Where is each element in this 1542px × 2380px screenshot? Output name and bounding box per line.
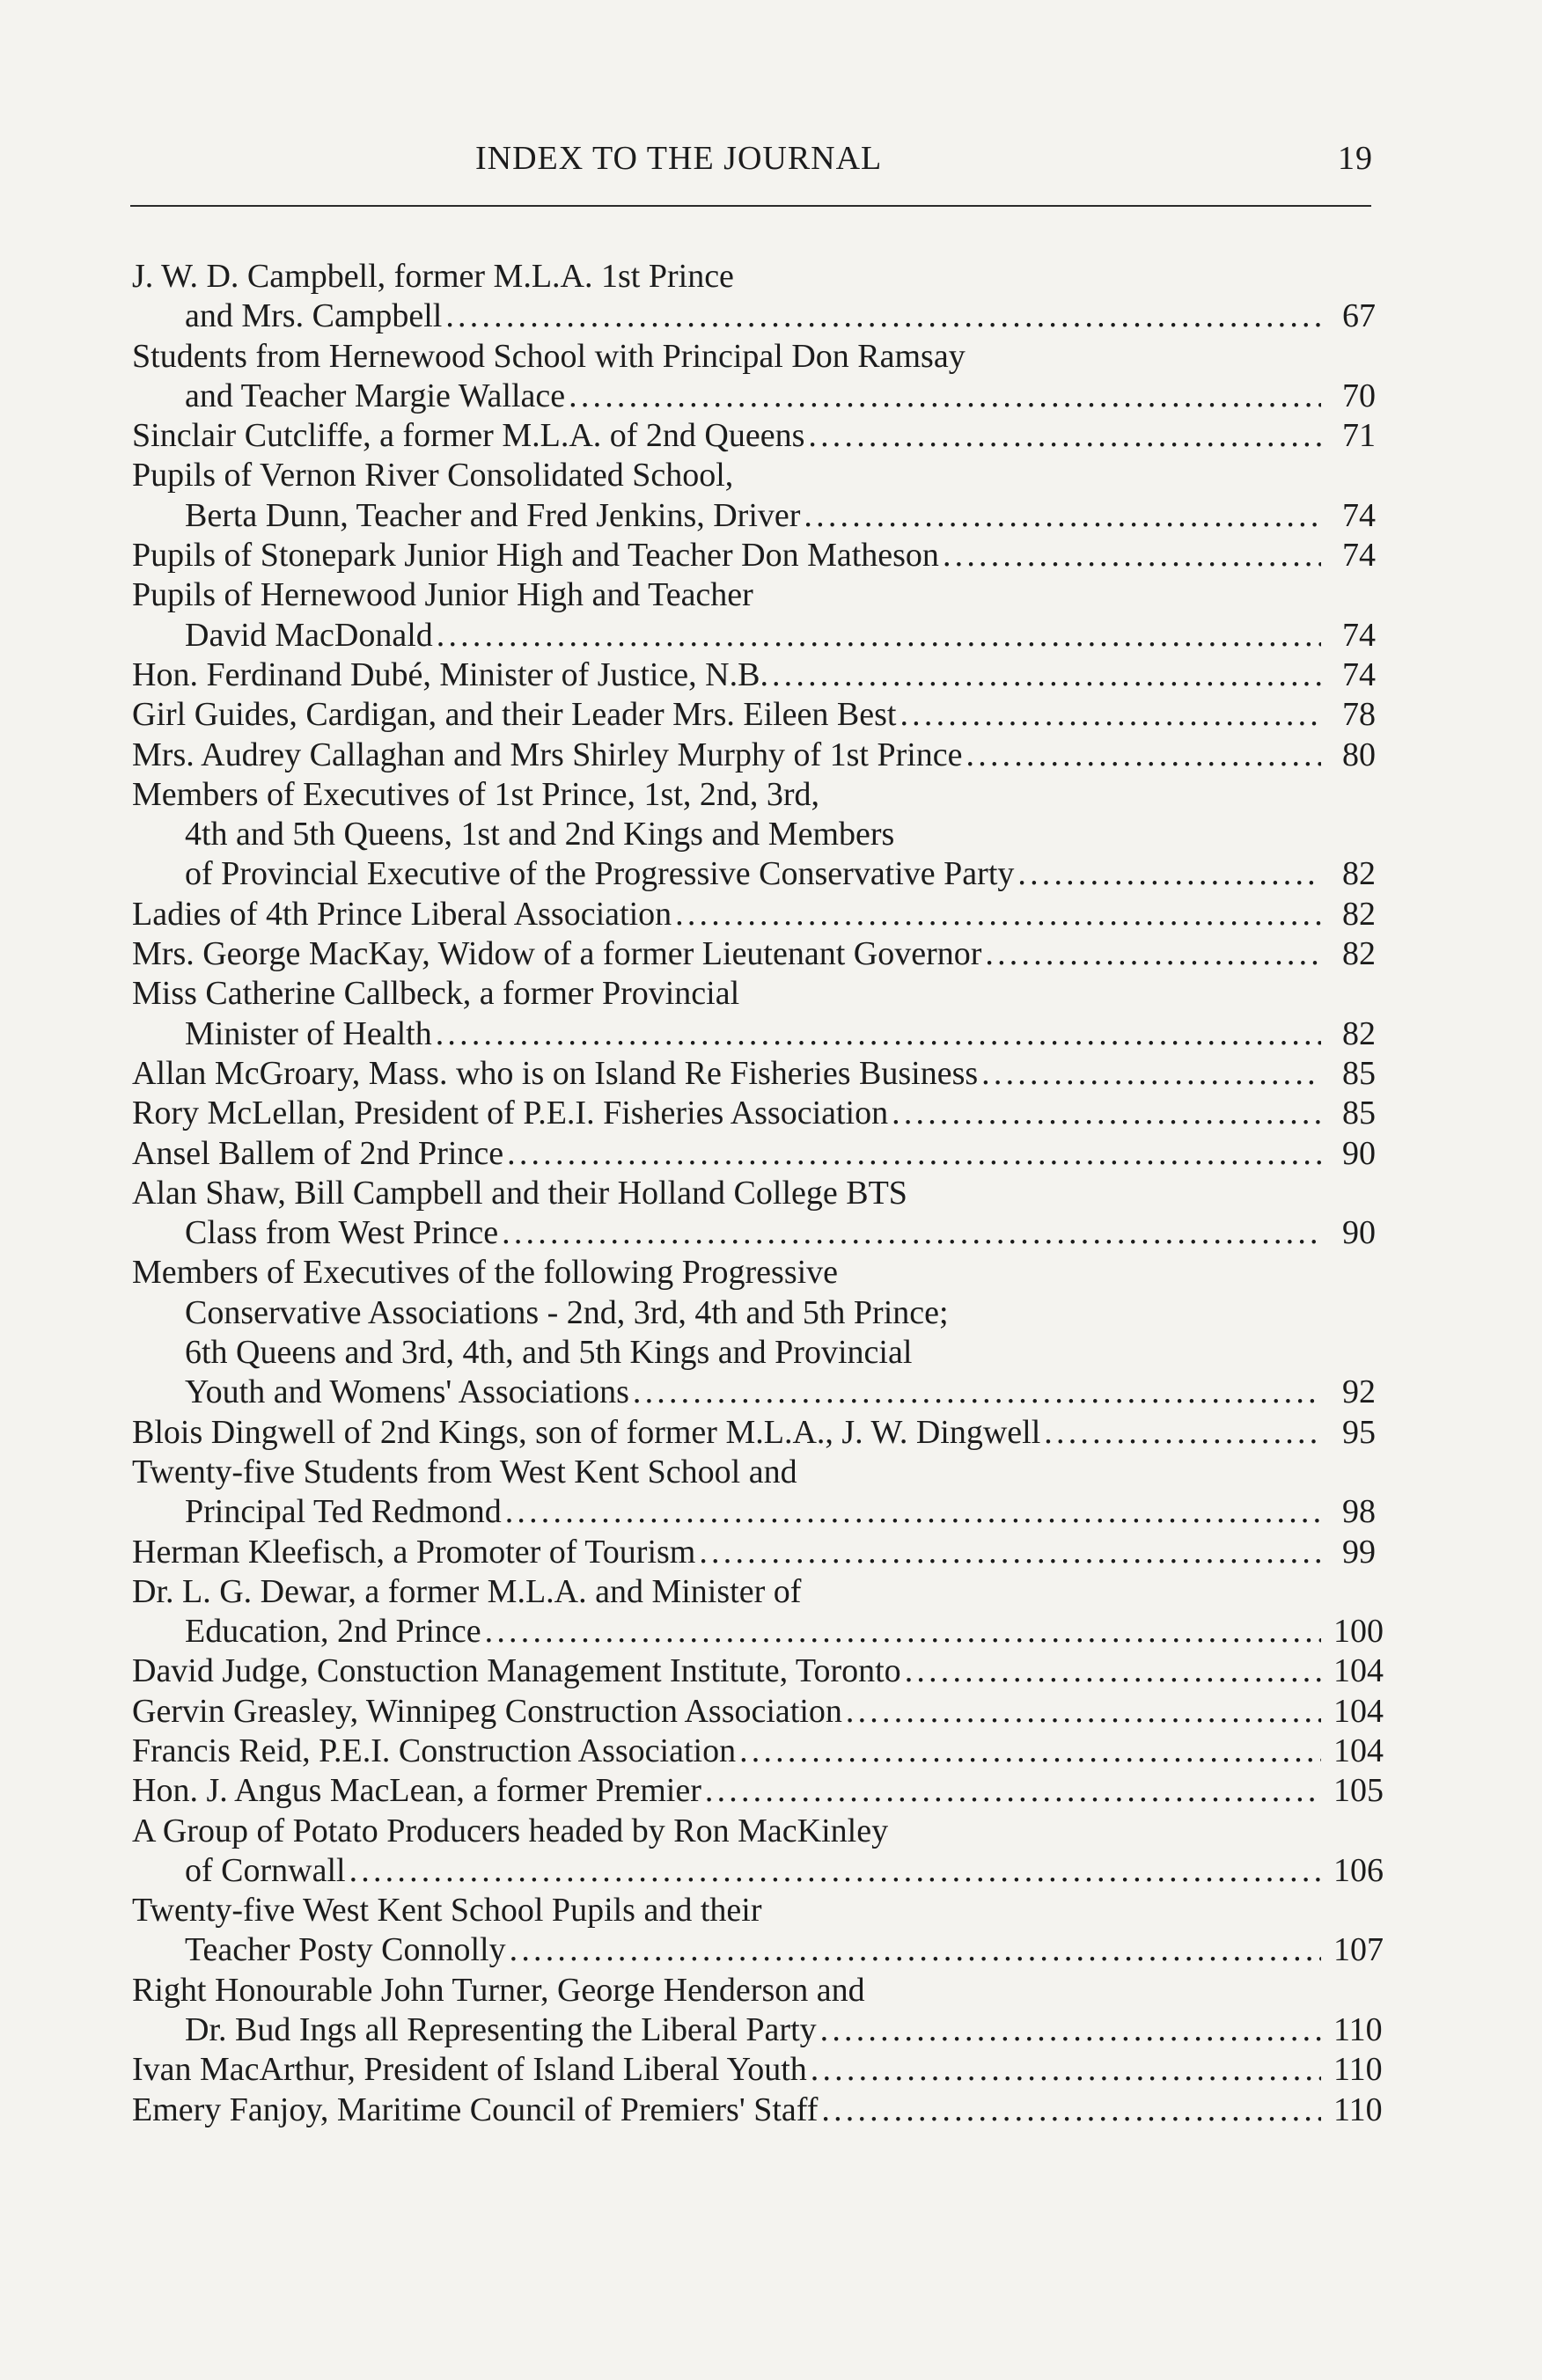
entry-page-number: 78 [1342, 696, 1376, 734]
dot-leader [939, 536, 1321, 575]
entry-line [132, 1054, 1376, 1094]
entry-line [132, 1971, 1376, 2010]
entry-page-number: 107 [1333, 1931, 1384, 1969]
entry-text: Sinclair Cutcliffe, a former M.L.A. of 2nd Queens [132, 417, 805, 455]
entry-line [132, 2091, 1383, 2130]
dot-leader [818, 2091, 1321, 2130]
entry-text: Emery Fanjoy, Maritime Council of Premiers' Staff [132, 2091, 819, 2128]
entry-line [132, 1572, 1376, 1612]
entry-continuation-line [132, 854, 1376, 894]
entry-text: Dr. Bud Ings all Representing the Liberal Party [185, 2011, 817, 2049]
entry-line [132, 2050, 1383, 2090]
entry-page-number: 82 [1342, 935, 1376, 973]
dot-leader [695, 1533, 1321, 1572]
dot-leader [1040, 1413, 1321, 1453]
index-entry [132, 695, 1376, 735]
dot-leader [736, 1732, 1321, 1771]
entry-text: Minister of Health [185, 1014, 432, 1052]
entry-text: of Provincial Executive of the Progressive Conservative Party [185, 855, 1015, 893]
dot-leader [506, 1930, 1321, 1970]
entry-line [132, 1651, 1384, 1691]
entry-page-number: 82 [1342, 1014, 1376, 1052]
entry-text: Education, 2nd Prince [185, 1613, 481, 1651]
index-entry [132, 1971, 1383, 2051]
entry-page-number: 104 [1333, 1732, 1384, 1769]
entry-page-number: 90 [1342, 1214, 1376, 1252]
entry-line [132, 1891, 1376, 1930]
dot-leader [1014, 854, 1321, 894]
entry-page-number: 110 [1333, 2011, 1383, 2049]
entry-line [132, 416, 1376, 456]
entry-text: Dr. L. G. Dewar, a former M.L.A. and Minister of [132, 1572, 802, 1610]
entry-text: Pupils of Hernewood Junior High and Teacher [132, 576, 753, 614]
index-entry [132, 1812, 1384, 1892]
index-entry [132, 337, 1376, 417]
entry-text: and Mrs. Campbell [185, 297, 443, 335]
dot-leader [804, 416, 1321, 456]
entry-page-number: 106 [1333, 1851, 1384, 1889]
index-entry [132, 1054, 1376, 1094]
entry-line [132, 974, 1376, 1014]
entry-page-number: 98 [1342, 1493, 1376, 1531]
index-entry [132, 1453, 1376, 1533]
entry-page-number: 74 [1342, 655, 1376, 693]
entry-continuation-line [132, 1851, 1384, 1891]
dot-leader [817, 2010, 1321, 2050]
entry-text: Pupils of Stonepark Junior High and Teacher Don Matheson [132, 537, 939, 575]
index-entry [132, 1572, 1384, 1652]
entry-line [132, 655, 1376, 695]
entry-text: Mrs. Audrey Callaghan and Mrs Shirley Murphy of 1st Prince [132, 736, 963, 773]
dot-leader [433, 616, 1321, 655]
entry-page-number: 104 [1333, 1652, 1384, 1690]
entry-page-number: 85 [1342, 1054, 1376, 1092]
entry-text: Youth and Womens' Associations [185, 1373, 629, 1411]
dot-leader [800, 496, 1321, 536]
entry-text: David Judge, Constuction Management Institute, Toronto [132, 1652, 901, 1690]
entry-text: Allan McGroary, Mass. who is on Island Re Fisheries Business [132, 1054, 979, 1092]
entry-page-number: 110 [1333, 2051, 1383, 2089]
entry-text: Ansel Ballem of 2nd Prince [132, 1134, 504, 1172]
entry-continuation-line [132, 496, 1376, 536]
index-entry [132, 974, 1376, 1054]
dot-leader [672, 895, 1321, 934]
index-entry [132, 1413, 1376, 1453]
entry-line [132, 1094, 1376, 1133]
entry-line [132, 1771, 1384, 1811]
entry-continuation-line [132, 377, 1376, 416]
entry-page-number: 85 [1342, 1095, 1376, 1132]
dot-leader [498, 1213, 1321, 1253]
entry-line [132, 775, 1376, 815]
index-entry [132, 1094, 1376, 1133]
entry-page-number: 74 [1342, 496, 1376, 534]
entry-text: Twenty-five West Kent School Pupils and their [132, 1892, 762, 1930]
entry-page-number: 67 [1342, 297, 1376, 335]
index-entry [132, 655, 1376, 695]
entry-page-number: 80 [1342, 736, 1376, 773]
entry-line [132, 1134, 1376, 1174]
entry-text: Francis Reid, P.E.I. Construction Association [132, 1732, 737, 1769]
entry-page-number: 110 [1333, 2091, 1383, 2128]
dot-leader [807, 2050, 1321, 2090]
entry-text: Gervin Greasley, Winnipeg Construction Association [132, 1692, 842, 1730]
entry-continuation-line [132, 1930, 1384, 1970]
entry-text: Mrs. George MacKay, Widow of a former Lieutenant Governor [132, 935, 982, 973]
index-entry [132, 2091, 1383, 2130]
dot-leader [842, 1692, 1321, 1732]
entry-page-number: 105 [1333, 1772, 1384, 1810]
index-entry [132, 1253, 1376, 1412]
entry-text: Girl Guides, Cardigan, and their Leader Mrs. Eileen Best [132, 696, 897, 734]
entry-text: Members of Executives of 1st Prince, 1st, 2nd, 3rd, [132, 775, 819, 813]
entry-continuation-line [132, 616, 1376, 655]
entry-line [132, 934, 1376, 974]
entry-page-number: 82 [1342, 895, 1376, 933]
entry-text: Twenty-five Students from West Kent School and [132, 1453, 797, 1490]
index-entry [132, 1732, 1384, 1771]
index-entry [132, 1771, 1384, 1811]
entry-text: Principal Ted Redmond [185, 1493, 502, 1531]
dot-leader [629, 1373, 1321, 1412]
entry-line [132, 257, 1376, 297]
entry-text: A Group of Potato Producers headed by Ron MacKinley [132, 1812, 889, 1849]
dot-leader [565, 377, 1321, 416]
entry-text: 4th and 5th Queens, 1st and 2nd Kings and Members [185, 816, 895, 853]
index-entry [132, 1174, 1376, 1254]
entry-line [132, 695, 1376, 735]
entry-line [132, 1692, 1384, 1732]
entry-page-number: 92 [1342, 1373, 1376, 1411]
entry-line [132, 1174, 1376, 1213]
entry-text: Hon. J. Angus MacLean, a former Premier [132, 1772, 701, 1810]
page-number: 19 [1338, 140, 1373, 177]
entry-page-number: 104 [1333, 1692, 1384, 1730]
index-entry [132, 1651, 1384, 1691]
dot-leader [963, 736, 1321, 775]
page-header [475, 139, 1373, 192]
dot-leader [981, 934, 1321, 974]
entry-text: Berta Dunn, Teacher and Fred Jenkins, Driver [185, 496, 801, 534]
entry-line [132, 1533, 1376, 1572]
entry-text: of Cornwall [185, 1851, 346, 1889]
entry-text: Hon. Ferdinand Dubé, Minister of Justice, N.B. [132, 655, 768, 693]
index-entry [132, 1533, 1376, 1572]
index-entry [132, 1891, 1384, 1971]
entry-text: Herman Kleefisch, a Promoter of Tourism [132, 1533, 696, 1571]
dot-leader [442, 297, 1321, 336]
entry-text: J. W. D. Campbell, former M.L.A. 1st Prince [132, 258, 734, 295]
entry-text: 6th Queens and 3rd, 4th, and 5th Kings and Provincial [185, 1334, 913, 1372]
entry-continuation-line [132, 1373, 1376, 1412]
entry-line [132, 736, 1376, 775]
dot-leader [896, 695, 1321, 735]
index-entry [132, 895, 1376, 934]
entry-text: Miss Catherine Callbeck, a former Provincial [132, 975, 740, 1013]
entry-text: Pupils of Vernon River Consolidated School, [132, 457, 734, 494]
index-entry [132, 416, 1376, 456]
index-entry [132, 536, 1376, 575]
entry-page-number: 71 [1342, 417, 1376, 455]
index-entry [132, 456, 1376, 536]
dot-leader [503, 1134, 1321, 1174]
entry-line [132, 1253, 1376, 1293]
entry-line [132, 1413, 1376, 1453]
entry-text: Students from Hernewood School with Principal Don Ramsay [132, 337, 966, 375]
entry-line [132, 536, 1376, 575]
dot-leader [978, 1054, 1321, 1094]
dot-leader [502, 1492, 1321, 1532]
entry-continuation-line [132, 1293, 1376, 1333]
entry-text: Right Honourable John Turner, George Henderson and [132, 1971, 865, 2009]
entry-text: Blois Dingwell of 2nd Kings, son of former M.L.A., J. W. Dingwell [132, 1413, 1041, 1451]
entry-line [132, 456, 1376, 495]
entry-page-number: 100 [1333, 1613, 1384, 1651]
entry-continuation-line [132, 815, 1376, 854]
dot-leader [888, 1094, 1321, 1133]
entry-line [132, 1732, 1384, 1771]
entry-text: Teacher Posty Connolly [185, 1931, 506, 1969]
entry-text: David MacDonald [185, 616, 433, 654]
entry-continuation-line [132, 1014, 1376, 1054]
page-title: INDEX TO THE JOURNAL [475, 140, 883, 177]
index-entry [132, 736, 1376, 775]
entry-line [132, 895, 1376, 934]
entry-page-number: 70 [1342, 377, 1376, 414]
entry-text: Class from West Prince [185, 1214, 499, 1252]
entry-continuation-line [132, 1612, 1384, 1651]
dot-leader [768, 655, 1321, 695]
index-entry [132, 1692, 1384, 1732]
dot-leader [901, 1651, 1321, 1691]
entry-line [132, 575, 1376, 615]
entry-text: Alan Shaw, Bill Campbell and their Holland College BTS [132, 1174, 907, 1212]
dot-leader [481, 1612, 1321, 1651]
entry-continuation-line [132, 1492, 1376, 1532]
entry-text: Ladies of 4th Prince Liberal Association [132, 895, 672, 933]
entry-line [132, 1453, 1376, 1492]
entry-page-number: 74 [1342, 537, 1376, 575]
entry-continuation-line [132, 297, 1376, 336]
entry-continuation-line [132, 1213, 1376, 1253]
entry-text: Rory McLellan, President of P.E.I. Fisheries Association [132, 1095, 889, 1132]
entry-text: and Teacher Margie Wallace [185, 377, 566, 414]
dot-leader [701, 1771, 1321, 1811]
index-entry [132, 1134, 1376, 1174]
entry-page-number: 90 [1342, 1134, 1376, 1172]
entry-text: Members of Executives of the following Progressive [132, 1254, 839, 1292]
dot-leader [346, 1851, 1321, 1891]
index-entries [132, 257, 1384, 2130]
entry-page-number: 95 [1342, 1413, 1376, 1451]
dot-leader [432, 1014, 1321, 1054]
entry-page-number: 82 [1342, 855, 1376, 893]
index-entry [132, 257, 1376, 337]
index-entry [132, 775, 1376, 895]
entry-text: Ivan MacArthur, President of Island Liberal Youth [132, 2051, 807, 2089]
entry-continuation-line [132, 2010, 1383, 2050]
entry-continuation-line [132, 1333, 1376, 1373]
entry-line [132, 337, 1376, 377]
index-entry [132, 575, 1376, 655]
entry-line [132, 1812, 1376, 1851]
index-entry [132, 2050, 1383, 2090]
entry-text: Conservative Associations - 2nd, 3rd, 4th and 5th Prince; [185, 1293, 949, 1331]
entry-page-number: 99 [1342, 1533, 1376, 1571]
index-entry [132, 934, 1376, 974]
entry-page-number: 74 [1342, 616, 1376, 654]
header-rule [130, 205, 1371, 207]
